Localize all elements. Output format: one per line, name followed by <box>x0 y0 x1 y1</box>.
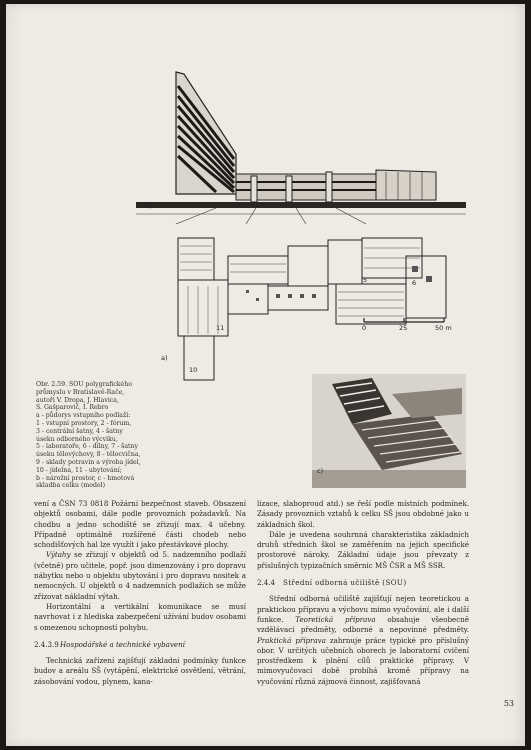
figure-label-c: c) <box>317 467 324 475</box>
figure-label-a: a) <box>161 354 168 362</box>
section-number: 2.4.3.9 <box>34 639 59 649</box>
figure-label-b: b) <box>145 202 152 210</box>
caption-line: S. Gašparovič, I. Rebro <box>36 404 109 412</box>
run-in-term: Výtahy <box>46 550 71 560</box>
caption-line: 5 - laboratoře, 6 - dílny, 7 - šatny <box>36 443 138 451</box>
caption-line: průmyslu v Bratislavě-Rače, <box>36 388 125 396</box>
section-title: Hospodářské a technické vybavení <box>60 639 185 649</box>
caption-line: úseku odborného výcviku, <box>36 435 118 443</box>
perspective-drawing-b <box>136 64 466 224</box>
run-in-term: Teoretická příprava <box>295 614 376 624</box>
right-text-column <box>257 499 469 687</box>
section-number: 2.4.4 <box>257 578 276 588</box>
paragraph: Výtahy se zřizují v objektů od 5. nadzemního podlaží (včetně) pro učitele, popř. jsou dimenzovány i pro dopravu nábytku nebo u objektu ubytování i pro dopravu nositek a nemocných. U objektů o 4 nadzemních podlažích se může zřizovat nákladní výtah. <box>34 550 246 601</box>
massing-model-photo-c <box>312 374 466 488</box>
section-heading <box>34 640 246 650</box>
caption-line: skladba celku (model) <box>36 482 105 490</box>
caption-line: 10 - jídelna, 11 - ubytování; <box>36 466 122 474</box>
caption-line: b - nárožní prostor, c - hmotová <box>36 474 135 482</box>
room-label-5: 5 <box>363 276 368 284</box>
paragraph: Technická zařízení zajišťují základní podmínky funkce budov a areálu SŠ (vytápění, elektrické osvětlení, větrání, zásobování vodou, plynem, kana- <box>34 656 246 686</box>
caption-line: 3 - centrální šatny, 4 - šatny <box>36 427 123 435</box>
caption-line: autoři V. Dropa, J. Hlavica, <box>36 396 119 404</box>
room-label-6: 6 <box>412 279 417 287</box>
page-number: 53 <box>503 699 514 708</box>
caption-line: a - půdorys vstupního podlaží: <box>36 412 131 420</box>
caption-line: 9 - sklady potravin a výroba jídel, <box>36 458 141 466</box>
paragraph: Horizontální a vertikální komunikace se musí navrhovat i z hlediska zabezpečení užívání budov osobami s omezenou schopností pohybu. <box>34 601 246 632</box>
paragraph: Dále je uvedena souhrnná charakteristika základních druhů středních škol se zaměřením na jejich specifické prostorové nároky. Základní údaje jsou převzaty z příslušných typizačních směrnic MŠ ČSR a MŠ SSR. <box>257 529 469 570</box>
scale-label-0: 0 <box>362 324 367 332</box>
caption-line: úseku tělovýchovy, 8 - tělocvična, <box>36 451 141 459</box>
paragraph: vení a ČSN 73 0818 Požární bezpečnost staveb. Obsazení objektů osobami, dále podle provozních požadavků. Na chodbu a jedno schodiště se zřizují max. 4 učebny. Případně optimálně rozšířené části chodeb nebo schodišťových hal lze využít i jako přestávkové plochy. <box>34 499 246 550</box>
section-title: Střední odborná učiliště (SOU) <box>283 578 407 588</box>
caption-line: Obr. 2.59. SOU polygrafického <box>36 381 132 388</box>
scale-label-50: 50 m <box>435 324 452 332</box>
caption-line: 1 - vstupní prostory, 2 - fórum, <box>36 419 132 427</box>
floor-plan-a <box>176 236 454 384</box>
figure-caption <box>36 381 156 490</box>
scale-label-25: 25 <box>399 324 408 332</box>
room-label-10: 10 <box>189 366 198 374</box>
section-heading <box>257 578 469 588</box>
room-label-11: 11 <box>216 324 225 332</box>
paragraph: Střední odborná učiliště zajišťují nejen teoretickou a praktickou přípravu a výchovu mimo vyučování, ale i další funkce. Teoretická příprava obsahuje všeobecně vzdělávací předměty, odborné a nepovinné předměty. Praktická příprava zahrnuje práce typické pro příslušný obor. V určitých učebních oborech je laboratorní cvičení prostředkem k plnění cílů praktické přípravy. V mimovyučovací době probíhá kromě přípravy na vyučování různá zájmová činnost, zajišťovaná <box>257 594 469 686</box>
left-text-column <box>34 499 246 687</box>
book-page <box>6 4 525 746</box>
run-in-term: Praktická příprava <box>257 635 326 645</box>
paragraph: lizace, slaboproud atd.) se řeší podle místních podmínek. Zásady provozních vztahů k celku SŠ jsou obdobné jako u základních škol. <box>257 499 469 529</box>
